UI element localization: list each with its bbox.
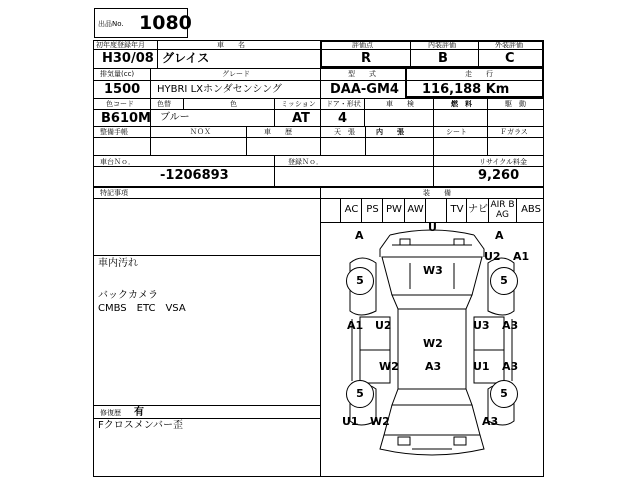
recycle-label: リサイクル料金 — [479, 158, 528, 166]
mark-center-a3: A3 — [425, 360, 442, 373]
cc-label: 排気量(cc) — [100, 70, 135, 78]
mark-right-a3: A3 — [502, 319, 519, 332]
equip-abs: ABS — [516, 198, 545, 222]
mark-front-left-a: A — [355, 229, 364, 242]
interior-score-label: 内装評価 — [428, 41, 456, 49]
model-label: 型 式 — [348, 70, 376, 78]
mark-roof-w2: W2 — [423, 337, 443, 350]
inspection-label: 車 検 — [386, 100, 414, 108]
note-line-3: CMBS ETC VSA — [98, 303, 186, 314]
mark-right-u1: U1 — [473, 360, 490, 373]
mark-front-right-a: A — [495, 229, 504, 242]
mark-left-w2: W2 — [379, 360, 399, 373]
equip-navi: ナビ — [466, 198, 489, 222]
mission-value: AT — [292, 111, 310, 126]
equip-tv: TV — [446, 198, 467, 222]
lot-number: 1080 — [139, 12, 192, 34]
grade-label: グレード — [222, 70, 250, 78]
exterior-score-label: 外装評価 — [495, 41, 523, 49]
equip-blank — [425, 198, 447, 222]
repair-value: 有 — [134, 407, 144, 418]
mark-rear-a3: A3 — [482, 415, 499, 428]
seat-label: シート — [446, 128, 467, 136]
registration-label: 登録Ｎｏ． — [288, 158, 323, 166]
equipment-label: 装 備 — [423, 189, 451, 197]
car-diagram — [320, 223, 544, 477]
fuel-label: 燃 料 — [451, 100, 472, 108]
color-code-value: B610M — [101, 111, 151, 126]
equip-pw: PW — [382, 198, 405, 222]
year-value: H30/08 — [102, 51, 154, 66]
color-value: ブルー — [160, 112, 190, 123]
mark-right-u3: U3 — [473, 319, 490, 332]
color-code-label: 色コード — [106, 100, 134, 108]
score-value: R — [361, 51, 372, 66]
car-name-value: グレイス — [162, 51, 210, 65]
repair-label: 修復歴 — [100, 409, 121, 417]
mark-right-a3-2: A3 — [502, 360, 519, 373]
wheel-rear-left: 5 — [346, 380, 374, 408]
lot-box — [94, 8, 192, 38]
equip-aw: AW — [404, 198, 426, 222]
grade-value: HYBRI LXホンダセンシング — [157, 84, 282, 95]
score-label: 評価点 — [352, 41, 373, 49]
mark-right-u2: U2 — [484, 250, 501, 263]
mileage-label: 走 行 — [465, 70, 493, 78]
note-line-1: 車内汚れ — [98, 258, 138, 269]
wheel-front-left: 5 — [346, 267, 374, 295]
notes-label: 特記事項 — [100, 189, 128, 197]
drive-label: 駆 動 — [505, 100, 526, 108]
lot-label: 出品No. — [98, 20, 124, 28]
color-change-label: 色替 — [157, 100, 171, 108]
mark-left-u2: U2 — [375, 319, 392, 332]
mark-left-a1: A1 — [347, 319, 364, 332]
door-label: ドア・形状 — [326, 100, 361, 108]
manual-label: 整備手帳 — [100, 128, 128, 136]
repair-detail: Fクロスメンバー歪 — [98, 420, 184, 431]
car-name-label: 車 名 — [217, 41, 245, 49]
nox-label: ＮＯＸ — [190, 128, 211, 136]
interior-trim-label: 内 張 — [376, 128, 404, 136]
chassis-label: 車台Ｎｏ． — [100, 158, 135, 166]
equip-ac: AC — [340, 198, 362, 222]
mark-rear-w2: W2 — [370, 415, 390, 428]
year-label: 初年度登録年月 — [96, 41, 145, 49]
mark-front-u: U — [428, 221, 437, 234]
cc-value: 1500 — [104, 82, 141, 97]
mileage-value: 116,188 Km — [422, 82, 510, 97]
wheel-rear-right: 5 — [490, 380, 518, 408]
mission-label: ミッション — [281, 100, 316, 108]
mark-windshield-w3: W3 — [423, 264, 443, 277]
note-line-2: バックカメラ — [98, 290, 158, 301]
equip-airbag: AIR BAG — [488, 198, 516, 222]
wheel-front-right: 5 — [490, 267, 518, 295]
exterior-score-value: C — [505, 51, 515, 66]
interior-score-value: B — [438, 51, 448, 66]
mark-rear-u1: U1 — [342, 415, 359, 428]
history-label: 車 歴 — [264, 128, 292, 136]
recycle-value: 9,260 — [478, 168, 520, 183]
color-label: 色 — [230, 100, 237, 108]
sunroof-label: 天 張 — [334, 128, 355, 136]
fglass-label: Ｆガラス — [500, 128, 528, 136]
equip-ps: PS — [361, 198, 383, 222]
model-value: DAA-GM4 — [330, 82, 399, 97]
chassis-value: -1206893 — [160, 168, 229, 183]
mark-right-a1: A1 — [513, 250, 530, 263]
door-value: 4 — [338, 111, 348, 126]
